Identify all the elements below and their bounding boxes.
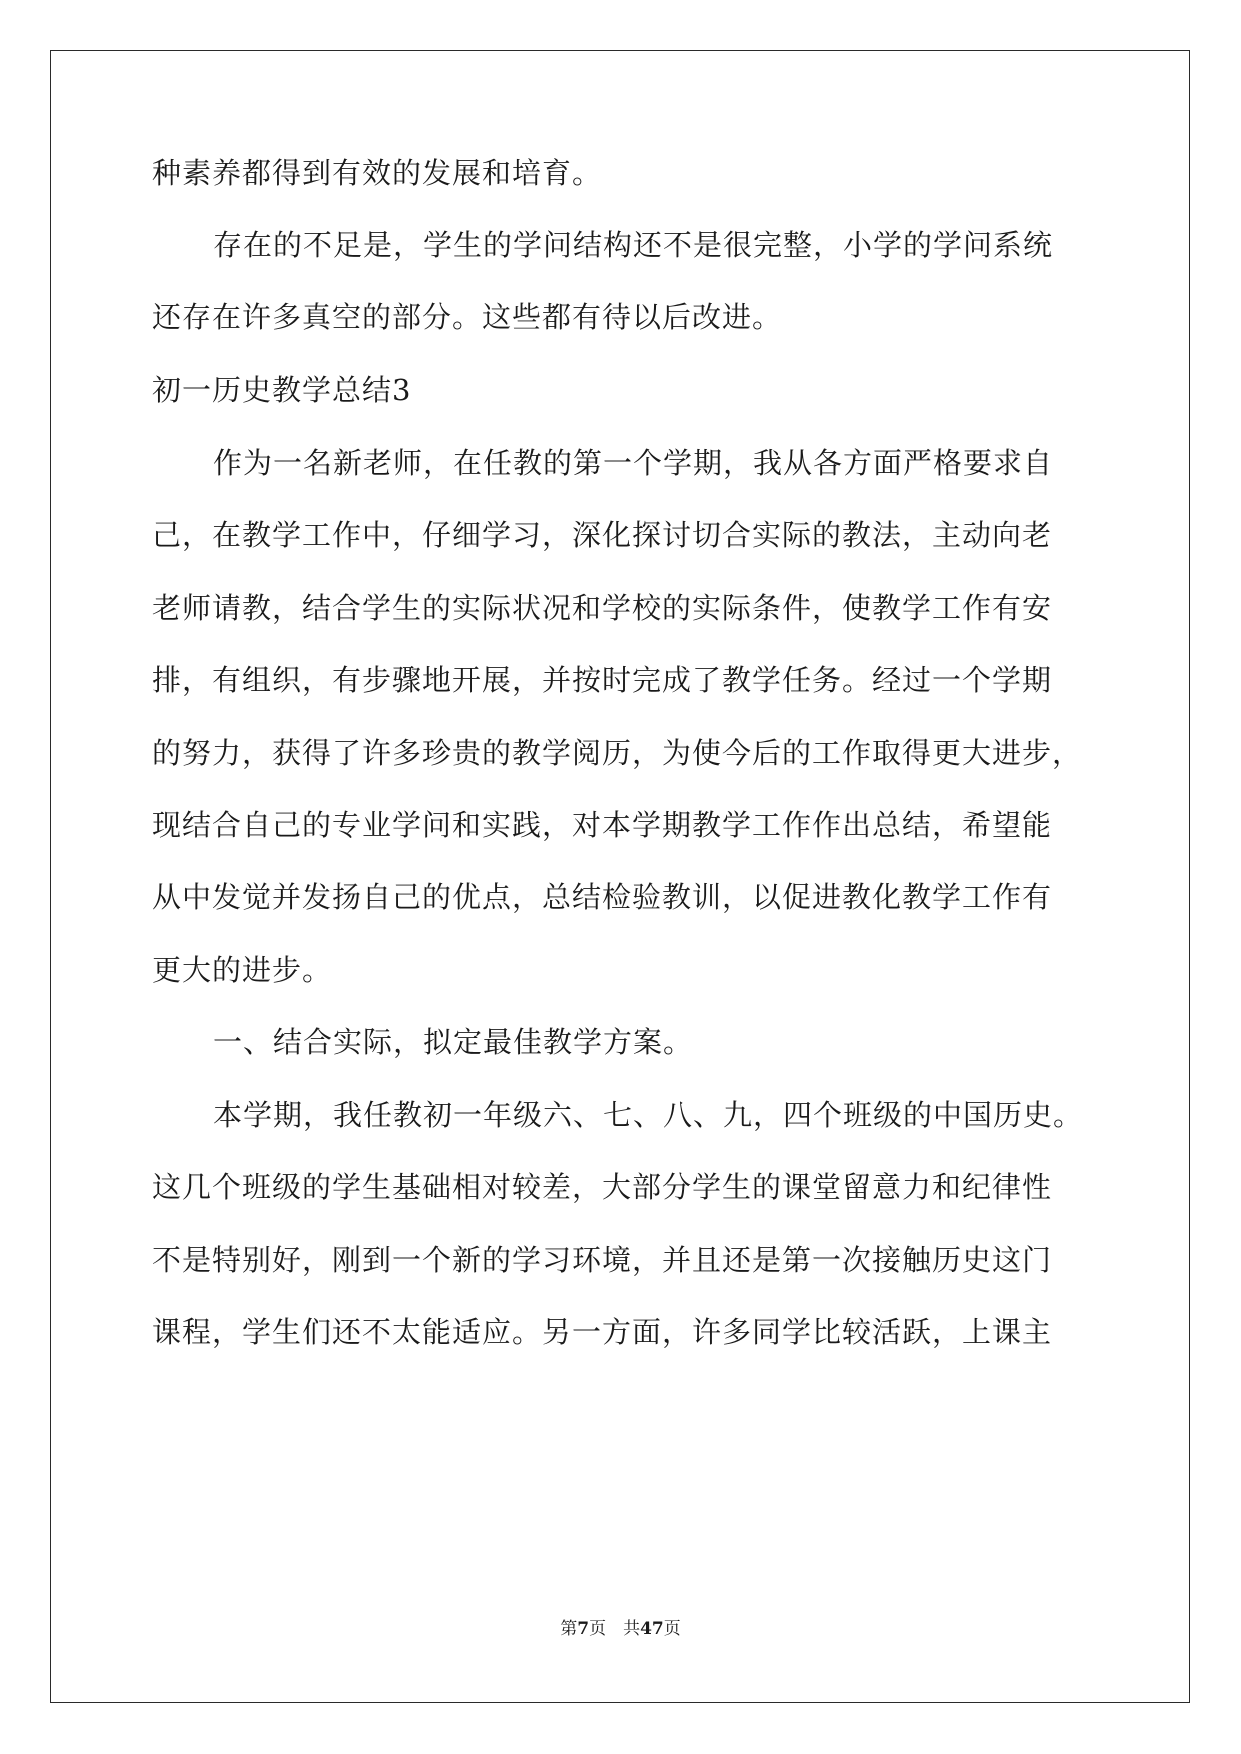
section-heading: 初一历史教学总结3 <box>152 373 412 407</box>
footer-prefix: 第 <box>560 1619 578 1639</box>
page-footer <box>0 1617 1241 1641</box>
body-line: 排，有组织，有步骤地开展，并按时完成了教学任务。经过一个学期 <box>152 663 1053 697</box>
footer-mid: 页 共 <box>589 1619 641 1639</box>
body-line: 种素养都得到有效的发展和培育。 <box>152 156 603 190</box>
body-line: 更大的进步。 <box>152 953 333 987</box>
body-line: 存在的不足是，学生的学问结构还不是很完整，小学的学问系统 <box>213 228 1054 262</box>
body-line: 现结合自己的专业学问和实践，对本学期教学工作作出总结，希望能 <box>152 808 1053 842</box>
page-total: 47 <box>640 1619 664 1639</box>
body-line: 老师请教，结合学生的实际状况和学校的实际条件，使教学工作有安 <box>152 591 1053 625</box>
body-line: 这几个班级的学生基础相对较差，大部分学生的课堂留意力和纪律性 <box>152 1170 1053 1204</box>
body-line: 己，在教学工作中，仔细学习，深化探讨切合实际的教法，主动向老 <box>152 518 1053 552</box>
body-line: 还存在许多真空的部分。这些都有待以后改进。 <box>152 300 783 334</box>
page-number: 7 <box>577 1619 590 1639</box>
body-line: 不是特别好，刚到一个新的学习环境，并且还是第一次接触历史这门 <box>152 1243 1053 1277</box>
body-line: 本学期，我任教初一年级六、七、八、九，四个班级的中国历史。 <box>213 1098 1084 1132</box>
body-line: 从中发觉并发扬自己的优点，总结检验教训，以促进教化教学工作有 <box>152 880 1053 914</box>
body-line: 的努力，获得了许多珍贵的教学阅历，为使今后的工作取得更大进步， <box>152 736 1083 770</box>
footer-suffix: 页 <box>663 1619 681 1639</box>
body-line: 作为一名新老师，在任教的第一个学期，我从各方面严格要求自 <box>213 446 1054 480</box>
body-line: 课程，学生们还不太能适应。另一方面，许多同学比较活跃，上课主 <box>152 1315 1053 1349</box>
body-line: 一、结合实际，拟定最佳教学方案。 <box>213 1025 694 1059</box>
